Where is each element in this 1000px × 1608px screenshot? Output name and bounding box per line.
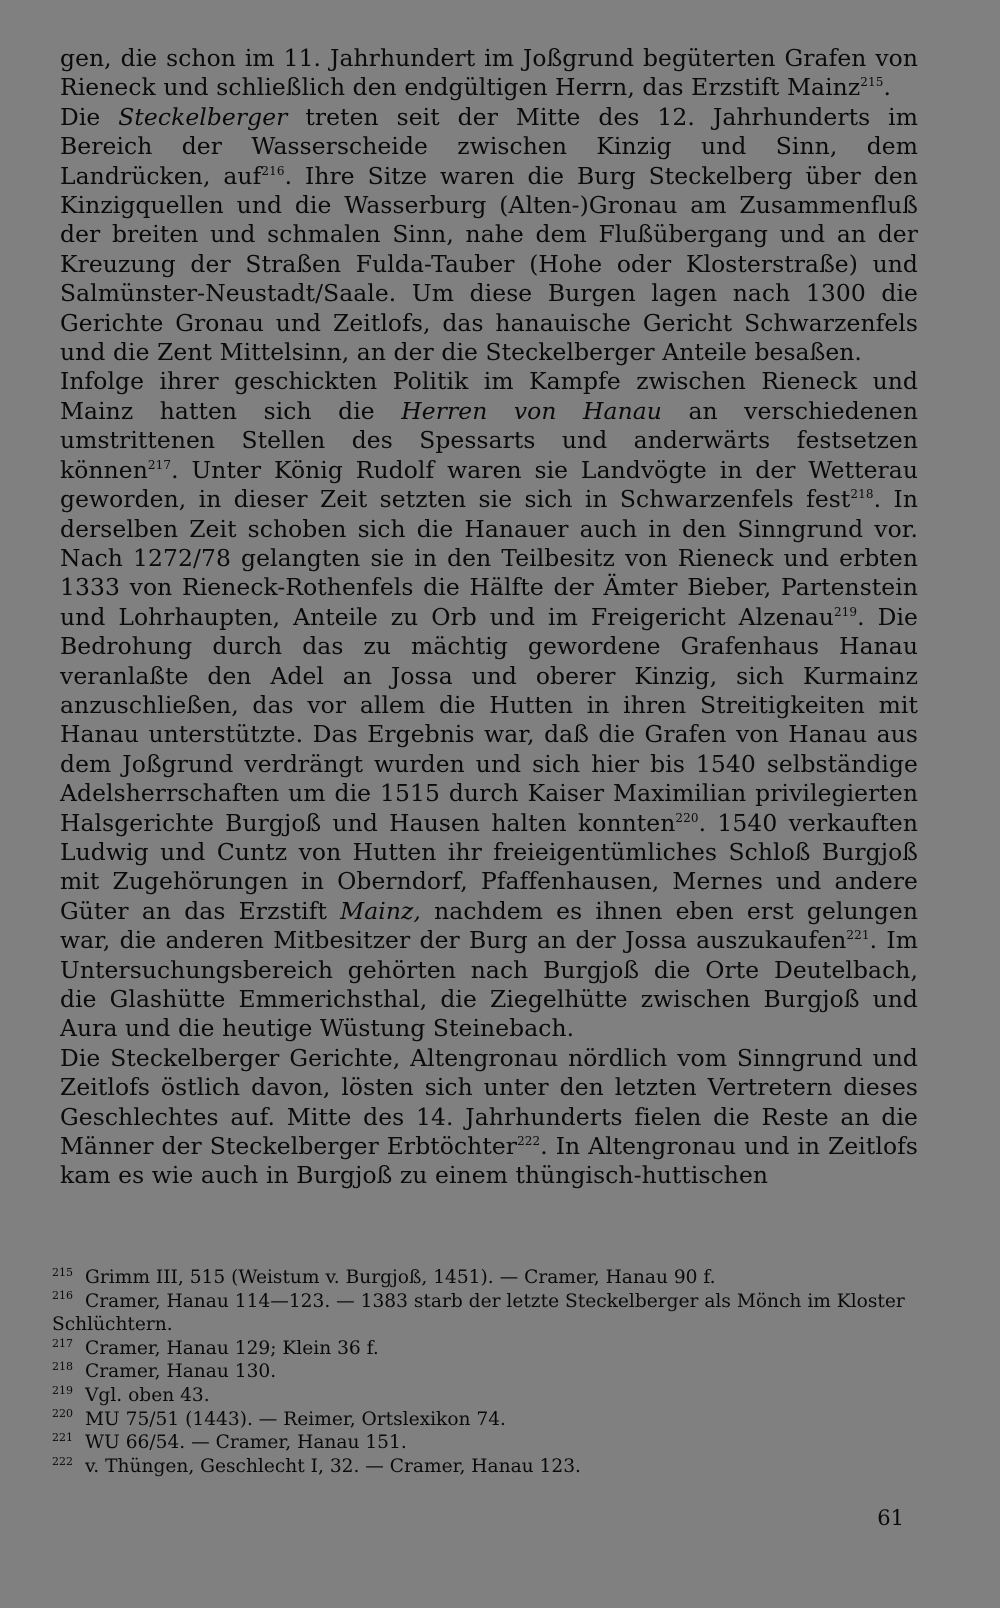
footnote <box>52 1266 918 1290</box>
footnote-reference: 219 <box>833 604 858 619</box>
main-text <box>60 44 918 1191</box>
paragraph-3 <box>60 367 918 1043</box>
page-number: 61 <box>877 1506 904 1530</box>
text-run: . Unter König Rudolf waren sie Landvögte in der Wetterau geworden, in dieser Zeit setzten sie sich in Schwarzenfels fest <box>60 455 918 514</box>
paragraph-1 <box>60 44 918 103</box>
footnote-number: 219 <box>52 1383 73 1397</box>
footnote-text: MU 75/51 (1443). — Reimer, Ortslexikon 74. <box>85 1408 506 1430</box>
footnote-reference: 216 <box>261 163 285 178</box>
footnote <box>52 1455 918 1479</box>
footnote-number: 215 <box>52 1265 73 1279</box>
footnote <box>52 1408 918 1432</box>
footnote-number: 216 <box>52 1289 73 1303</box>
footnote-number: 220 <box>52 1407 73 1421</box>
emphasized-text: Steckelberger <box>118 102 288 131</box>
footnote-text: Grimm III, 515 (Weistum v. Burgjoß, 1451). — Cramer, Hanau 90 f. <box>85 1267 716 1288</box>
text-run: Infolge ihrer geschickten Politik im Kampfe zwischen Rieneck und Mainz hatten sich die <box>60 367 918 425</box>
footnote-reference: 215 <box>860 75 884 90</box>
footnote <box>52 1290 918 1337</box>
footnote-text: Vgl. oben 43. <box>85 1384 210 1406</box>
footnote-number: 218 <box>52 1360 73 1374</box>
footnote-text: Cramer, Hanau 114—123. — 1383 starb der letzte Steckelberger als Mönch im Kloster Schlüchtern. <box>52 1290 905 1336</box>
text-run: . Im Untersuchungsbereich gehörten nach Burgjoß die Orte Deutelbach, die Glashütte Emmerichsthal, die Ziegelhütte zwischen Burgjoß und Aura und die heutige Wüstung Steinebach. <box>60 926 918 1043</box>
text-run: . In Altengronau und in Zeitlofs kam es wie auch in Burgjoß zu einem thüngisch-huttischen <box>60 1132 918 1190</box>
text-run: an verschiedenen umstrittenen Stellen des Spessarts und anderwärts festsetzen können <box>60 396 918 484</box>
text-run: . Die Bedrohung durch das zu mächtig gewordene Grafenhaus Hanau veranlaßte den Adel an Jossa und oberer Kinzig, sich Kurmainz anzuschließen, das vor allem die Hutten in ihren Streitigkeiten mit Hanau unterstützte. Das Ergebnis war, daß die Grafen von Hanau aus dem Joßgrund verdrängt wurden und sich hier bis 1540 selbständige Adelsherrschaften um die 1515 durch Kaiser Maximilian privilegierten Halsgerichte Burgjoß und Hausen halten konnten <box>60 602 918 837</box>
footnote-reference: 222 <box>517 1134 541 1149</box>
text-run: Die <box>60 102 119 131</box>
footnote <box>52 1360 918 1384</box>
footnote-text: Cramer, Hanau 129; Klein 36 f. <box>85 1337 379 1359</box>
text-run: treten seit der Mitte des 12. Jahrhunderts im Bereich der Wasserscheide zwischen Kinzig und Sinn, dem Landrücken, auf <box>60 102 918 190</box>
footnote-reference: 218 <box>850 487 874 502</box>
footnote-reference: 220 <box>675 810 699 825</box>
footnote-number: 217 <box>52 1336 73 1350</box>
footnote <box>52 1384 918 1408</box>
footnote-text: Cramer, Hanau 130. <box>85 1361 277 1383</box>
footnote-number: 222 <box>52 1454 73 1468</box>
footnote <box>52 1431 918 1455</box>
text-run: . In derselben Zeit schoben sich die Hanauer auch in den Sinngrund vor. Nach 1272/78 gelangten sie in den Teilbesitz von Rieneck und erbten 1333 von Rieneck-Rothenfels die Hälfte der Ämter Bieber, Partenstein und Lohrhaupten, Anteile zu Orb und im Freigericht Alzenau <box>60 485 918 631</box>
paragraph-2 <box>60 103 918 368</box>
text-run: gen, die schon im 11. Jahrhundert im Joßgrund begüterten Grafen von Rieneck und schließlich den endgültigen Herrn, das Erzstift Mainz <box>60 44 918 102</box>
footnote <box>52 1337 918 1361</box>
footnotes <box>52 1266 918 1478</box>
text-run: . <box>883 73 892 102</box>
text-run: . Ihre Sitze waren die Burg Steckelberg über den Kinzigquellen und die Wasserburg (Alten-)Gronau am Zusammenfluß der breiten und schmalen Sinn, nahe dem Flußübergang und an der Kreuzung der Straßen Fulda-Tauber (Hohe oder Klosterstraße) und Salmünster-Neustadt/Saale. Um diese Burgen lagen nach 1300 die Gerichte Gronau und Zeitlofs, das hanauische Gericht Schwarzenfels und die Zent Mittelsinn, an der die Steckelberger Anteile besaßen. <box>60 161 919 367</box>
footnote-text: v. Thüngen, Geschlecht I, 32. — Cramer, Hanau 123. <box>85 1455 581 1477</box>
text-run: Die Steckelberger Gerichte, Altengronau nördlich vom Sinngrund und Zeitlofs östlich davon, lösten sich unter den letzten Vertretern dieses Geschlechtes auf. Mitte des 14. Jahrhunderts fielen die Reste an die Männer der Steckelberger Erbtöchter <box>60 1043 918 1161</box>
footnote-reference: 221 <box>846 928 870 943</box>
footnote-reference: 217 <box>147 457 172 472</box>
footnote-text: WU 66/54. — Cramer, Hanau 151. <box>85 1432 407 1454</box>
text-run: . 1540 verkauften Ludwig und Cuntz von Hutten ihr freieigentümliches Schloß Burgjoß mit Zugehörungen in Oberndorf, Pfaffenhausen, Mernes und andere Güter an das Erzstift <box>60 808 918 925</box>
text-run: nachdem es ihnen eben erst gelungen war, die anderen Mitbesitzer der Burg an der Jossa auszukaufen <box>60 896 918 955</box>
footnote-number: 221 <box>52 1430 73 1444</box>
paragraph-4 <box>60 1044 918 1191</box>
emphasized-text: Herren von Hanau <box>401 396 662 425</box>
emphasized-text: Mainz, <box>340 896 421 925</box>
